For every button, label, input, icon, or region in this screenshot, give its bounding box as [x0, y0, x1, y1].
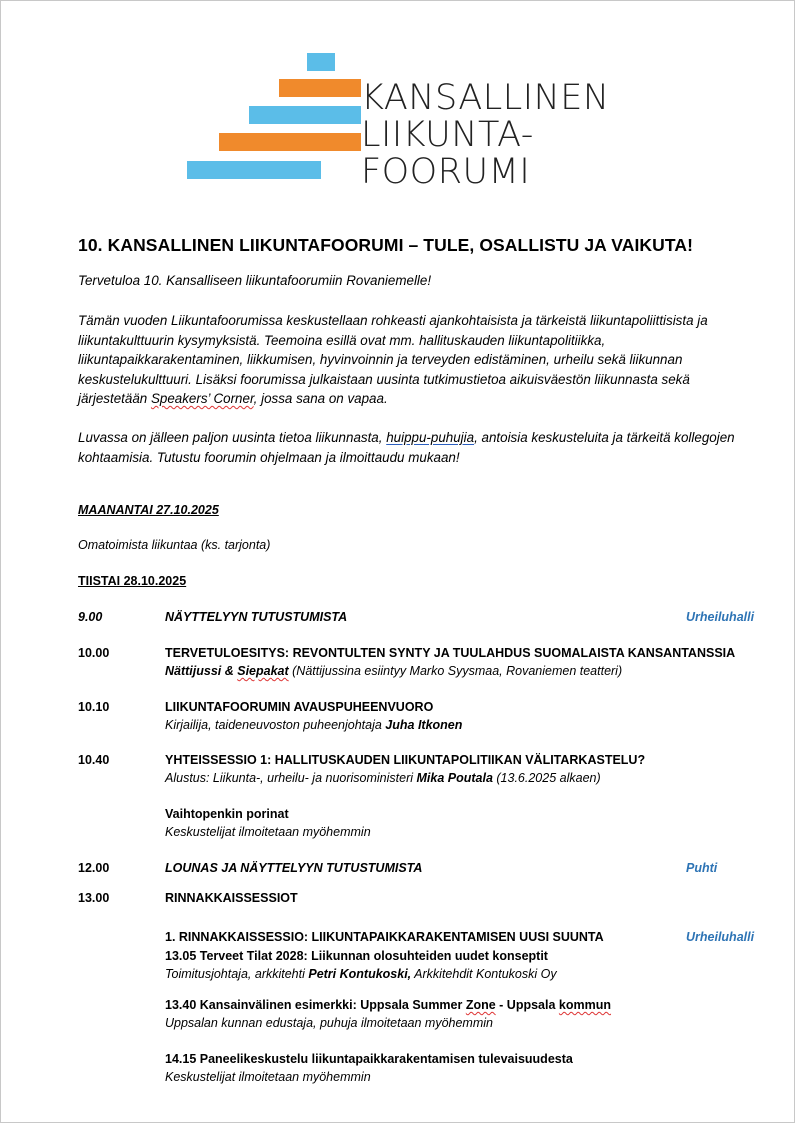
title-part-mid: - Uppsala	[495, 998, 559, 1012]
speaker-role: Toimitusjohtaja, arkkitehti	[165, 967, 309, 981]
session-title: TERVETULOESITYS: REVONTULTEN SYNTY JA TUULAHDUS SUOMALAISTA KANSANTANSSIA	[165, 646, 736, 660]
session-subtitle	[165, 771, 601, 785]
session-time: 13.00	[78, 891, 110, 905]
logo-line-3: FOORUMI	[361, 152, 531, 192]
logo-bar-1	[307, 53, 335, 71]
session-title: 14.15 Paneelikeskustelu liikuntapaikkarakentamisen tulevaisuudesta	[165, 1052, 573, 1066]
logo-bar-3	[249, 106, 361, 124]
performer-name: Nättijussi &	[165, 664, 238, 678]
speaker-name: Juha Itkonen	[385, 718, 463, 732]
session-title: 13.05 Terveet Tilat 2028: Liikunnan olosuhteiden uudet konseptit	[165, 949, 548, 963]
session-title: LIIKUNTAFOORUMIN AVAUSPUHEENVUORO	[165, 700, 434, 714]
session-location: Urheiluhalli	[686, 610, 755, 624]
session-subtitle: Keskustelijat ilmoitetaan myöhemmin	[165, 1070, 371, 1084]
session-time: 12.00	[78, 861, 110, 875]
intro-p3-text: Luvassa on jälleen paljon uusinta tietoa liikunnasta,	[78, 430, 387, 445]
session-location: Urheiluhalli	[686, 930, 755, 944]
session-time: 9.00	[78, 610, 103, 624]
session-title: 1. RINNAKKAISSESSIO: LIIKUNTAPAIKKARAKENTAMISEN UUSI SUUNTA	[165, 930, 604, 944]
monday-heading: MAANANTAI 27.10.2025	[78, 503, 219, 517]
title-zone: Zone	[465, 998, 496, 1012]
intro-paragraph-2	[78, 311, 758, 409]
logo-bar-2	[279, 79, 361, 97]
session-time: 10.40	[78, 753, 110, 767]
speaker-company: Arkkitehdit Kontukoski Oy	[411, 967, 557, 981]
logo-bar-4	[219, 133, 361, 151]
speaker-name: Mika Poutala	[416, 771, 493, 785]
logo-line-1: KANSALLINEN	[361, 78, 610, 118]
speakers-link[interactable]: huippu-puhujia	[386, 430, 475, 445]
session-subtitle	[165, 664, 622, 678]
session-title: NÄYTTELYYN TUTUSTUMISTA	[165, 610, 348, 624]
title-kommun: kommun	[558, 998, 612, 1012]
performer-note: (Nättijussina esiintyy Marko Syysmaa, Rovaniemen teatteri)	[288, 664, 623, 678]
intro-paragraph-3	[78, 428, 758, 467]
intro-p2-text: Tämän vuoden Liikuntafoorumissa keskustellaan rohkeasti ajankohtaisista ja tärkeistä liikuntapoliittisista ja liikuntakulttuurin kysymyksistä. Teemoina esillä ovat mm. hallituskauden liikuntapolitiikka, liikuntapaikkarakentaminen, liikkumisen, hyvinvoinnin ja terveyden edistäminen, urheilu sekä liikunnan keskustelukulttuuri. Lisäksi foorumissa julkaistaan uusinta tutkimustietoa aikuisväestön liikunnasta sekä järjestetään	[78, 313, 708, 406]
session-title: LOUNAS JA NÄYTTELYYN TUTUSTUMISTA	[165, 861, 423, 875]
intro-paragraph-1: Tervetuloa 10. Kansalliseen liikuntafoorumiin Rovaniemelle!	[78, 273, 432, 288]
session-title	[165, 998, 611, 1012]
speaker-name: Petri Kontukoski,	[308, 967, 412, 981]
logo-bar-5	[187, 161, 321, 179]
session-title: Vaihtopenkin porinat	[165, 807, 289, 821]
speakers-corner-text: Speakers’ Corner	[150, 391, 254, 406]
tuesday-heading: TIISTAI 28.10.2025	[78, 574, 187, 588]
session-time: 10.00	[78, 646, 110, 660]
session-title: YHTEISSESSIO 1: HALLITUSKAUDEN LIIKUNTAPOLITIIKAN VÄLITARKASTELU?	[165, 753, 646, 767]
intro-p3-end: , antoisia keskusteluita ja tärkeitä kollegojen kohtaamisia. Tutustu foorumin ohjelmaan ja ilmoittaudu mukaan!	[78, 430, 735, 465]
performer-group: Siepakat	[237, 664, 289, 678]
session-location: Puhti	[686, 861, 718, 875]
logo-line-2: LIIKUNTA-	[361, 115, 534, 155]
title-part: 13.40 Kansainvälinen esimerkki: Uppsala Summer	[165, 998, 466, 1012]
logo-wordmark	[361, 80, 610, 191]
session-time: 10.10	[78, 700, 110, 714]
session-subtitle	[165, 718, 462, 732]
page-title: 10. KANSALLINEN LIIKUNTAFOORUMI – TULE, OSALLISTU JA VAIKUTA!	[78, 235, 694, 255]
session-title: RINNAKKAISSESSIOT	[165, 891, 298, 905]
speaker-role: Alustus: Liikunta-, urheilu- ja nuorisoministeri	[165, 771, 417, 785]
speaker-note: (13.6.2025 alkaen)	[492, 771, 601, 785]
forum-logo	[187, 50, 610, 192]
intro-p2-end: , jossa sana on vapaa.	[253, 391, 388, 406]
speaker-role: Kirjailija, taideneuvoston puheenjohtaja	[165, 718, 386, 732]
session-subtitle: Keskustelijat ilmoitetaan myöhemmin	[165, 825, 371, 839]
session-subtitle: Uppsalan kunnan edustaja, puhuja ilmoitetaan myöhemmin	[165, 1016, 493, 1030]
monday-note: Omatoimista liikuntaa (ks. tarjonta)	[78, 538, 271, 552]
session-subtitle	[165, 967, 557, 981]
